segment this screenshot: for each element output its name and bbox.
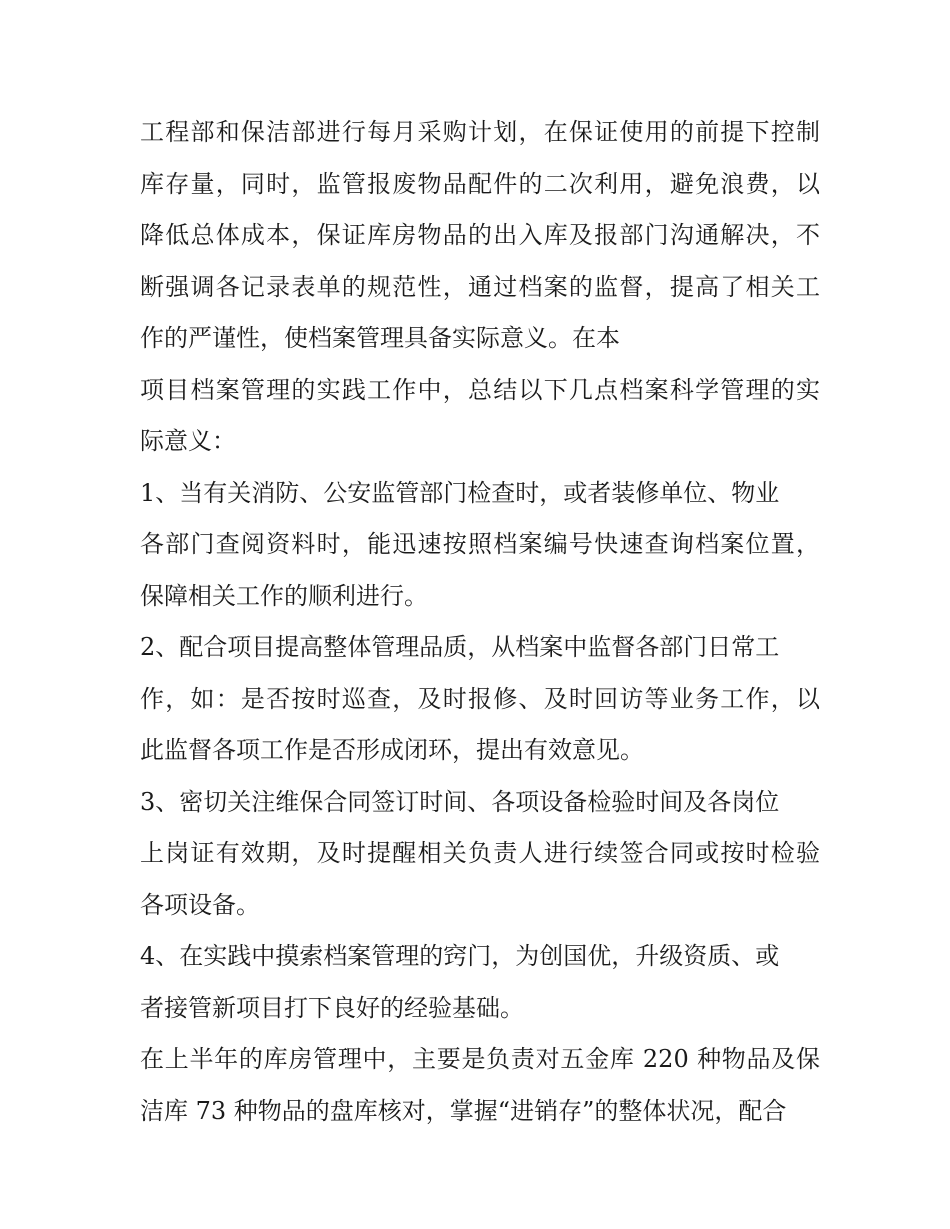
text-line: 工程部和保洁部进行每月采购计划，在保证使用的前提下控制 [140,118,820,146]
text-line: 者接管新项目打下良好的经验基础。 [140,993,524,1022]
text-line: 保障相关工作的顺利进行。 [140,581,428,610]
text-line: 作的严谨性，使档案管理具备实际意义。在本 [140,324,620,352]
text-line: 断强调各记录表单的规范性，通过档案的监督，提高了相关工 [140,272,820,301]
text-line: 2、配合项目提高整体管理品质，从档案中监督各部门日常工 [140,633,780,661]
text-line: 作，如：是否按时巡查，及时报修、及时回访等业务工作，以 [140,684,820,713]
text-line: 4、在实践中摸索档案管理的窍门，为创国优，升级资质、或 [140,942,780,970]
text-line: 项目档案管理的实践工作中，总结以下几点档案科学管理的实 [140,375,820,404]
text-line: 上岗证有效期，及时提醒相关负责人进行续签合同或按时检验 [140,839,820,867]
text-line: 库存量，同时，监管报废物品配件的二次利用，避免浪费，以 [140,169,820,198]
text-line: 各项设备。 [140,890,260,919]
text-line: 际意义： [140,427,236,455]
text-line: 各部门查阅资料时，能迅速按照档案编号快速查询档案位置， [140,530,820,558]
text-line: 3、密切关注维保合同签订时间、各项设备检验时间及各岗位 [140,787,780,816]
text-line: 1、当有关消防、公安监管部门检查时，或者装修单位、物业 [140,478,780,507]
body-text [140,107,820,1137]
text-line: 在上半年的库房管理中，主要是负责对五金库 220 种物品及保 [140,1045,820,1073]
text-line: 降低总体成本，保证库房物品的出入库及报部门沟通解决，不 [140,221,820,249]
text-line: 此监督各项工作是否形成闭环，提出有效意见。 [140,736,644,764]
text-line: 洁库 73 种物品的盘库核对，掌握“进销存”的整体状况，配合 [140,1096,787,1125]
